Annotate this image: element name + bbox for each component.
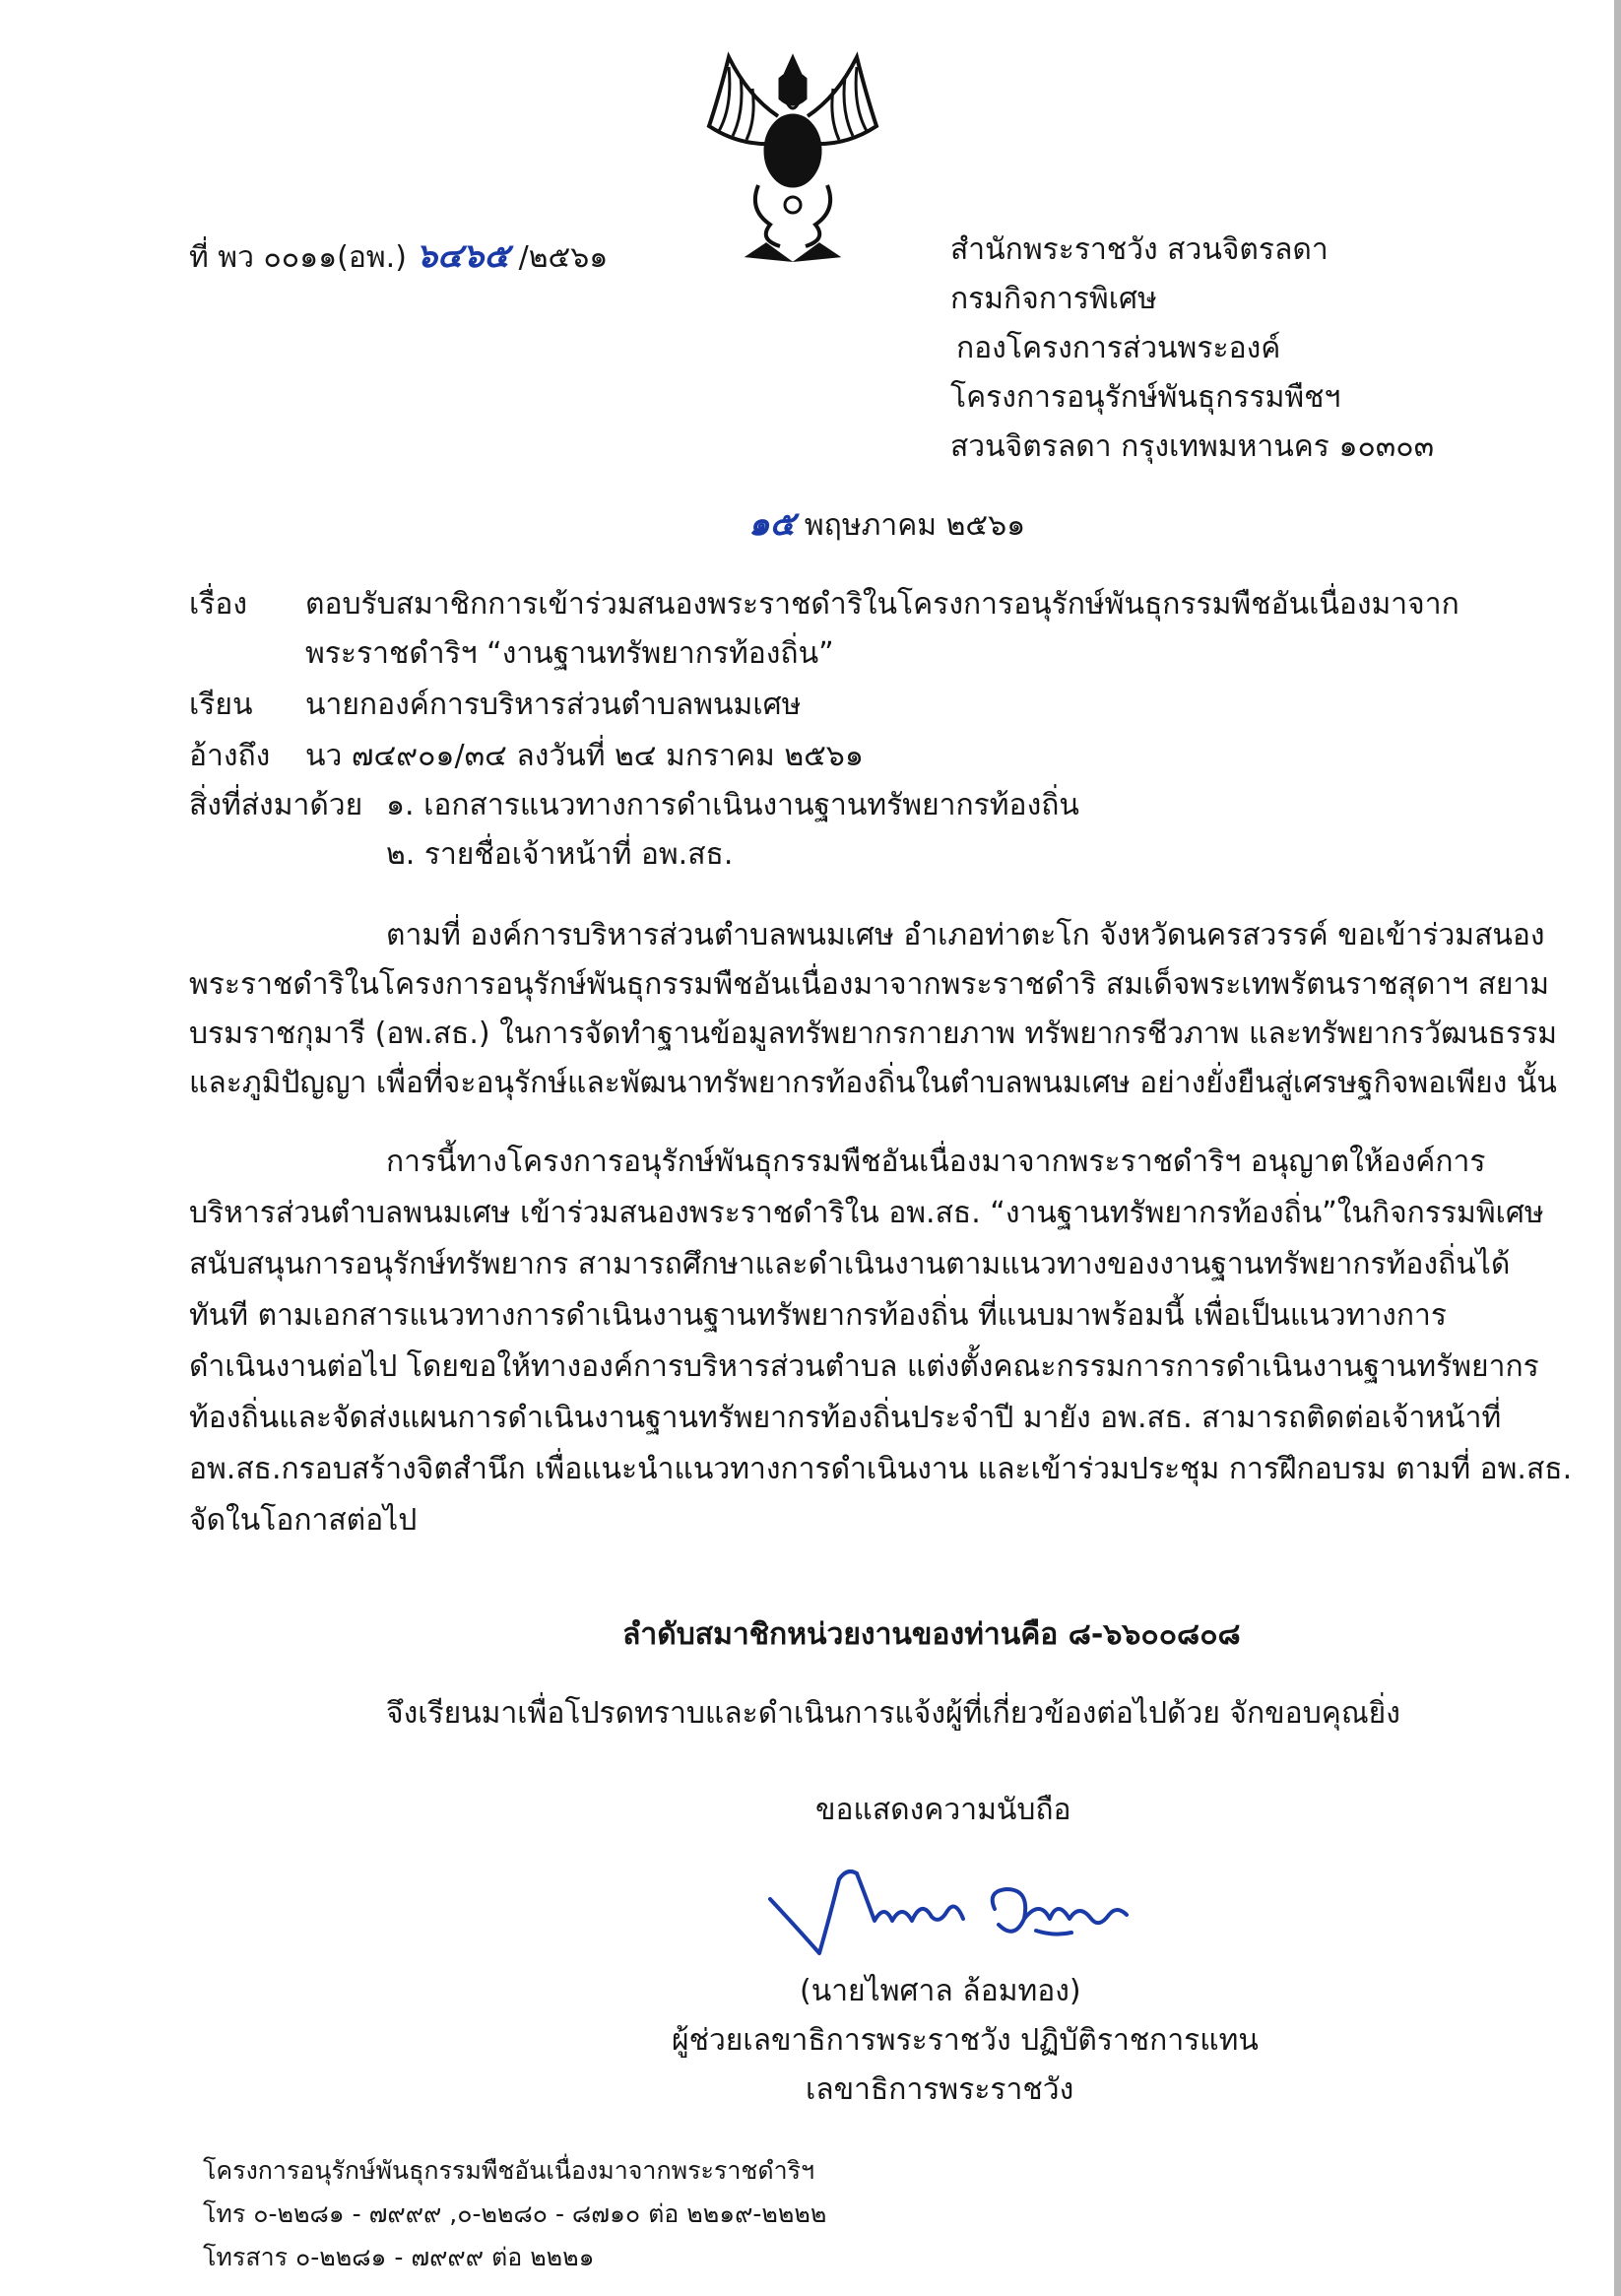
paragraph1-line-4: และภูมิปัญญา เพื่อที่จะอนุรักษ์และพัฒนาทรัพยากรท้องถิ่นในตำบลพนมเศษ อย่างยั่งยืนสู่เศรษฐกิจพอเพียง นั้น: [189, 1066, 1557, 1100]
enclosure-label: สิ่งที่ส่งมาด้วย: [189, 788, 363, 822]
paragraph2-line-4: ทันที ตามเอกสารแนวทางการดำเนินงานฐานทรัพยากรท้องถิ่น ที่แนบมาพร้อมนี้ เพื่อเป็นแนวทางการ: [189, 1298, 1447, 1333]
to-value: นายกองค์การบริหารส่วนตำบลพนมเศษ: [305, 688, 802, 722]
paragraph2-line-8: จัดในโอกาสต่อไป: [189, 1503, 418, 1538]
sender-line-3: กองโครงการส่วนพระองค์: [956, 331, 1281, 365]
signature-image: [758, 1860, 1152, 1968]
paragraph2-line-5: ดำเนินงานต่อไป โดยขอให้ทางองค์การบริหารส่วนตำบล แต่งตั้งคณะกรรมการการดำเนินงานฐานทรัพยากร: [189, 1349, 1539, 1384]
paragraph2-line-7: อพ.สธ.กรอบสร้างจิตสำนึก เพื่อแนะนำแนวทางการดำเนินงาน และเข้าร่วมประชุม การฝึกอบรม ตามที่ อพ.สธ.: [189, 1452, 1573, 1486]
member-number-line: ลำดับสมาชิกหน่วยงานของท่านคือ ๘-๖๖๐๐๘๐๘: [622, 1617, 1241, 1652]
footer-line-1: โครงการอนุรักษ์พันธุกรรมพืชอันเนื่องมาจากพระราชดำริฯ: [203, 2156, 815, 2185]
paragraph2-line-1: การนี้ทางโครงการอนุรักษ์พันธุกรรมพืชอันเนื่องมาจากพระราชดำริฯ อนุญาตให้องค์การ: [386, 1145, 1486, 1179]
date-day-handwritten: ๑๕: [748, 504, 796, 544]
scan-edge: [1614, 0, 1621, 2296]
date-month-year: พฤษภาคม ๒๕๖๑: [804, 508, 1026, 543]
signatory-title-1: ผู้ช่วยเลขาธิการพระราชวัง ปฏิบัติราชการแทน: [672, 2023, 1259, 2058]
subject-line-1: ตอบรับสมาชิกการเข้าร่วมสนองพระราชดำริในโครงการอนุรักษ์พันธุกรรมพืชอันเนื่องมาจาก: [305, 587, 1459, 622]
ref-prefix: ที่ พว ๐๐๑๑(อพ.): [189, 240, 407, 275]
ref-number: [189, 236, 608, 278]
paragraph1-line-1: ตามที่ องค์การบริหารส่วนตำบลพนมเศษ อำเภอท่าตะโก จังหวัดนครสวรรค์ ขอเข้าร่วมสนอง: [386, 918, 1545, 952]
paragraph2-line-6: ท้องถิ่นและจัดส่งแผนการดำเนินงานฐานทรัพยากรท้องถิ่นประจำปี มายัง อพ.สธ. สามารถติดต่อเจ้าหน้าที่: [189, 1401, 1502, 1435]
enclosure-item-2: ๒. รายชื่อเจ้าหน้าที่ อพ.สธ.: [386, 837, 734, 872]
reference-value: นว ๗๔๙๐๑/๓๔ ลงวันที่ ๒๔ มกราคม ๒๕๖๑: [305, 739, 864, 773]
paragraph1-line-3: บรมราชกุมารี (อพ.สธ.) ในการจัดทำฐานข้อมูลทรัพยากรกายภาพ ทรัพยากรชีวภาพ และทรัพยากรวัฒนธรรม: [189, 1017, 1558, 1051]
sender-line-2: กรมกิจการพิเศษ: [950, 282, 1157, 316]
regards-text: ขอแสดงความนับถือ: [815, 1793, 1071, 1827]
ref-suffix: /๒๕๖๑: [518, 240, 609, 275]
closing-line: จึงเรียนมาเพื่อโปรดทราบและดำเนินการแจ้งผู้ที่เกี่ยวข้องต่อไปด้วย จักขอบคุณยิ่ง: [386, 1696, 1400, 1731]
paragraph1-line-2: พระราชดำริในโครงการอนุรักษ์พันธุกรรมพืชอันเนื่องมาจากพระราชดำริ สมเด็จพระเทพรัตนราชสุดาฯ สยาม: [189, 967, 1550, 1002]
reference-label: อ้างถึง: [189, 739, 271, 773]
garuda-emblem-icon: [689, 37, 896, 266]
subject-line-2: พระราชดำริฯ “งานฐานทรัพยากรท้องถิ่น”: [305, 636, 834, 671]
signatory-title-2: เลขาธิการพระราชวัง: [806, 2072, 1074, 2107]
to-label: เรียน: [189, 688, 253, 722]
sender-line-4: โครงการอนุรักษ์พันธุกรรมพืชฯ: [950, 380, 1341, 415]
sender-line-5: สวนจิตรลดา กรุงเทพมหานคร ๑๐๓๐๓: [950, 429, 1435, 464]
paragraph2-line-3: สนับสนุนการอนุรักษ์ทรัพยากร สามารถศึกษาและดำเนินงานตามแนวทางของงานฐานทรัพยากรท้องถิ่นได้: [189, 1247, 1511, 1281]
subject-label: เรื่อง: [189, 587, 248, 622]
footer-line-2: โทร ๐-๒๒๘๑ - ๗๙๙๙ ,๐-๒๒๘๐ - ๘๗๑๐ ต่อ ๒๒๑๙-๒๒๒๒: [203, 2199, 827, 2228]
signatory-name: (นายไพศาล ล้อมทอง): [800, 1974, 1081, 2008]
sender-line-1: สำนักพระราชวัง สวนจิตรลดา: [950, 232, 1329, 267]
enclosure-item-1: ๑. เอกสารแนวทางการดำเนินงานฐานทรัพยากรท้องถิ่น: [386, 788, 1079, 822]
ref-handwritten-number: ๖๔๖๕: [416, 236, 510, 276]
letter-date: [748, 504, 1025, 546]
footer-line-3: โทรสาร ๐-๒๒๘๑ - ๗๙๙๙ ต่อ ๒๒๒๑: [203, 2243, 595, 2271]
paragraph2-line-2: บริหารส่วนตำบลพนมเศษ เข้าร่วมสนองพระราชดำริใน อพ.สธ. “งานฐานทรัพยากรท้องถิ่น”ในกิจกรรมพิเศษ: [189, 1196, 1544, 1230]
